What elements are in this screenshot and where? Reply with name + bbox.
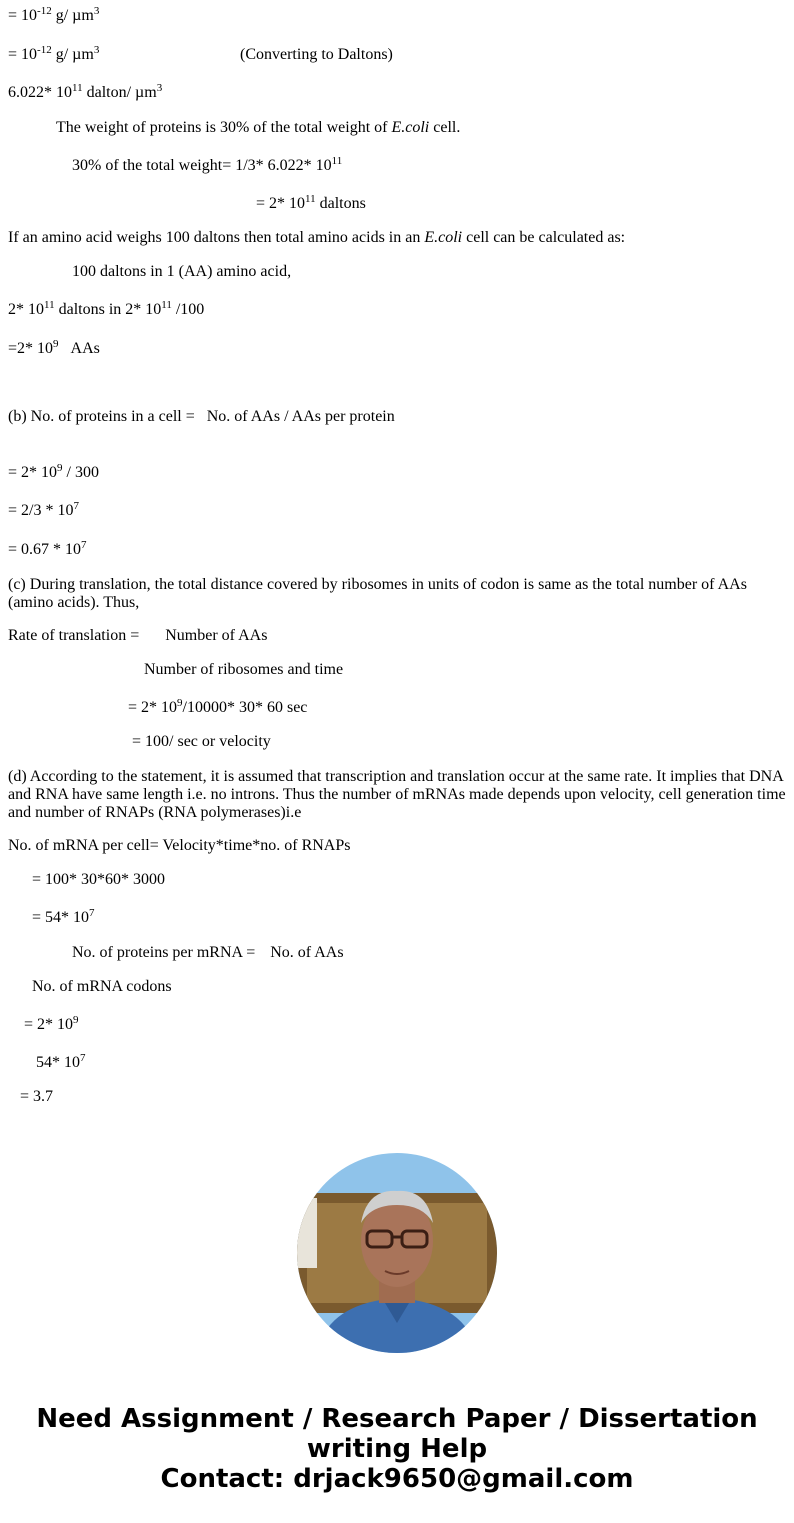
- protein-weight-statement: The weight of proteins is 30% of the total weight of E.coli cell.: [56, 119, 461, 136]
- portrait-illustration: [297, 1153, 497, 1353]
- eq-daltons-per-volume: 6.022* $10^{11}$ dalton/ µm$^3$: [8, 82, 163, 101]
- amino-acid-intro: If an amino acid weighs 100 daltons then total amino acids in an E.coli cell can be calculated as:: [8, 229, 626, 246]
- eq-protein-daltons: = 2* $10^{11}$ daltons: [256, 193, 366, 212]
- conversion-note: (Converting to Daltons): [240, 46, 393, 63]
- eq-aa-weight: 100 daltons in 1 (AA) amino acid,: [72, 263, 292, 280]
- eq-final-result: = 3.7: [20, 1088, 54, 1105]
- part-d-paragraph: (d) According to the statement, it is assumed that transcription and translation occur at the same rate. It implies that DNA and RNA have same length i.e. no introns. Thus the number of mRNAs made depends upon velocity, cell generation time and number of RNAPs (RNA polymerases)i.e: [8, 768, 786, 821]
- footer-contact-line: Contact: drjack9650@gmail.com: [160, 1464, 634, 1494]
- eq-aa-count: 2* $10^{11}$ daltons in 2* $10^{11}$ /100: [8, 299, 205, 318]
- eq-proteins-fraction: = $2/3 * 10^7$: [8, 500, 79, 519]
- mrna-per-cell-line: No. of mRNA per cell= Velocity*time*no. of RNAPs: [8, 837, 351, 854]
- eq-mrna-result: = 54* $10^7$: [32, 907, 95, 926]
- footer-line-1: Need Assignment / Research Paper / Dissertation: [36, 1404, 758, 1434]
- eq-rate-substituted: = 2* $10^9/10000*$ 30* 60 sec: [128, 697, 308, 716]
- eq-codons-denominator: 54* $10^7$: [36, 1052, 86, 1071]
- eq-proteins-result: = $0.67 * 10^7$: [8, 539, 87, 558]
- eq-density-line: = $10^{-12}$ g/ µm$^3$: [8, 5, 100, 24]
- part-c-paragraph: (c) During translation, the total distance covered by ribosomes in units of codon is same as the total number of AAs (amino acids). Thus,: [8, 576, 747, 611]
- eq-protein-fraction: 30% of the total weight= 1/3* 6.022* $10^{11}$: [72, 155, 343, 174]
- mrna-codons-denominator: No. of mRNA codons: [32, 978, 172, 995]
- author-avatar: [297, 1153, 497, 1353]
- eq-codons-numerator: = 2* $10^9$: [24, 1014, 79, 1033]
- eq-mrna-substituted: = 100* 30*60* 3000: [32, 871, 166, 888]
- eq-density-convert-line: = $10^{-12}$ g/ µm$^3$: [8, 44, 100, 63]
- rate-of-translation-line: Rate of translation = Number of AAs: [8, 627, 268, 644]
- footer-line-2: writing Help: [306, 1434, 488, 1464]
- eq-aa-total: =2* $10^9$ AAs: [8, 338, 100, 357]
- rate-denominator: Number of ribosomes and time: [144, 661, 344, 678]
- eq-proteins-ratio: = 2* $10^9 / 300$: [8, 462, 99, 481]
- eq-rate-result: = 100/ sec or velocity: [132, 733, 271, 750]
- proteins-per-mrna-line: No. of proteins per mRNA = No. of AAs: [72, 944, 344, 961]
- footer-banner: [0, 1404, 794, 1494]
- part-b-heading: (b) No. of proteins in a cell = No. of AAs / AAs per protein: [8, 408, 395, 425]
